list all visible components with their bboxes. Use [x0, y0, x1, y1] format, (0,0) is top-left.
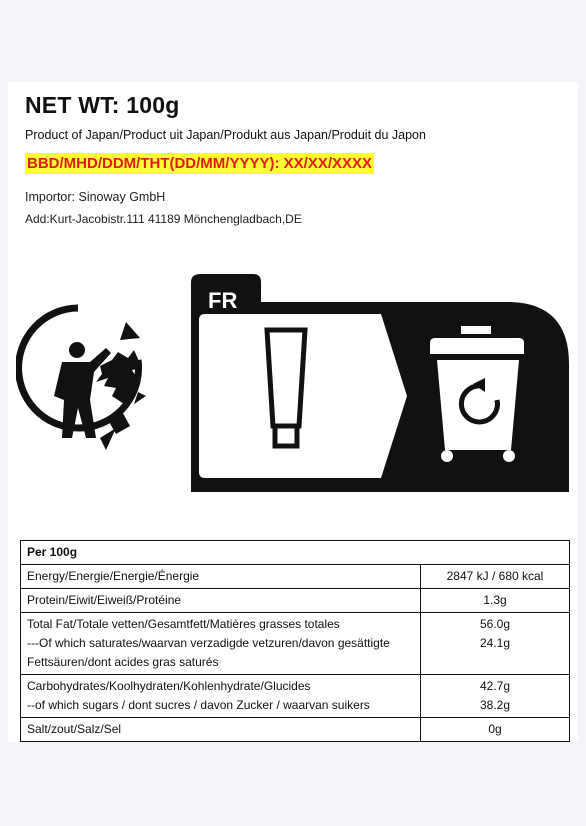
product-label [8, 82, 578, 742]
saturates-label: ---Of which saturates/waarvan verzadigde vetzuren/davon gesättigte [27, 636, 390, 650]
protein-label: Protein/Eiwit/Eiweiß/Protéine [21, 589, 421, 613]
net-weight: NET WT: 100g [25, 92, 180, 118]
sorting-instructions-panel [191, 274, 569, 492]
table-header: Per 100g [21, 541, 570, 565]
protein-value: 1.3g [421, 589, 570, 613]
country-of-origin: Product of Japan/Product uit Japan/Produkt aus Japan/Produit du Japon [25, 128, 426, 142]
table-row [21, 675, 570, 718]
triman-icon [16, 300, 151, 455]
table-row [21, 718, 570, 742]
table-row [21, 589, 570, 613]
importer-address: Add:Kurt-Jacobistr.111 41189 Mönchengladbach,DE [25, 212, 302, 226]
fat-label: Total Fat/Totale vetten/Gesamtfett/Matières grasses totales [27, 617, 340, 631]
table-row [21, 541, 570, 565]
carbohydrates-value: 42.7g [479, 679, 511, 693]
energy-value: 2847 kJ / 680 kcal [421, 565, 570, 589]
salt-value: 0g [421, 718, 570, 742]
saturates-label-continued: Fettsäuren/dont acides gras saturés [27, 655, 219, 669]
nutrition-table [20, 540, 570, 742]
importer: Importor: Sinoway GmbH [25, 190, 166, 204]
best-before-date: BBD/MHD/DDM/THT(DD/MM/YYYY): XX/XX/XXXX [27, 155, 373, 172]
carbohydrates-label: Carbohydrates/Koolhydraten/Kohlenhydrate/Glucides [27, 679, 311, 693]
energy-label: Energy/Energie/Energie/Énergie [21, 565, 421, 589]
saturates-value: 24.1g [479, 636, 511, 650]
table-row [21, 613, 570, 675]
country-code: FR [208, 288, 238, 313]
sugars-value: 38.2g [479, 698, 511, 712]
table-row [21, 565, 570, 589]
fat-value: 56.0g [479, 617, 511, 631]
sugars-label: --of which sugars / dont sucres / davon Zucker / waarvan suikers [27, 698, 370, 712]
salt-label: Salt/zout/Salz/Sel [21, 718, 421, 742]
